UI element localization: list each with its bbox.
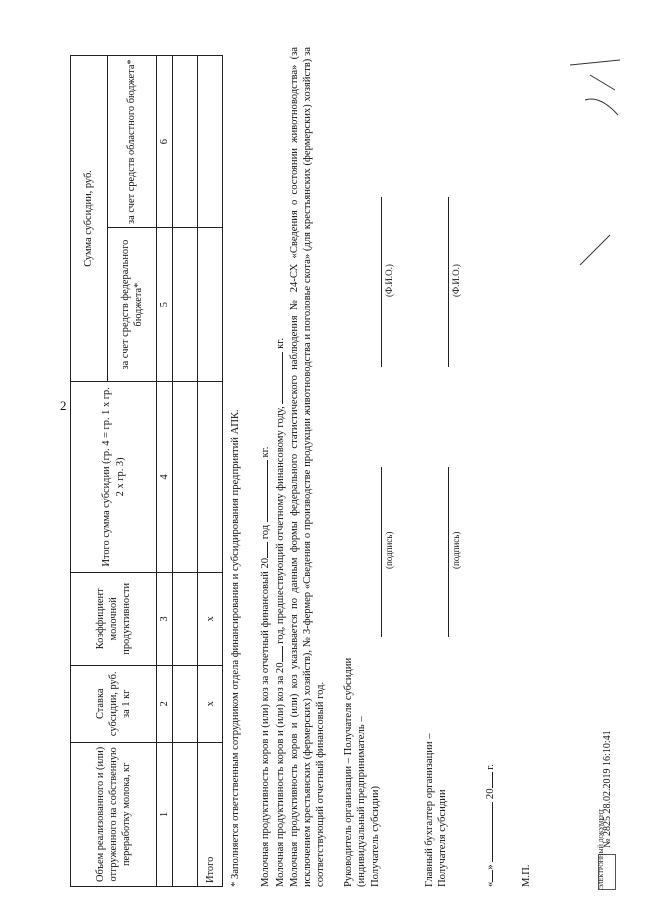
table-header-row (71, 56, 108, 887)
accountant-name-caption: (Ф.И.О.) (451, 264, 462, 297)
col-number-1: 1 (157, 742, 173, 886)
total-rate-x: х (198, 665, 223, 742)
header-subsidy-group: Сумма субсидии, руб. (71, 56, 108, 382)
table-number-row (157, 56, 173, 887)
header-volume: Объем реализованного и (или) отгруженного на собственную переработку молока, кг (71, 742, 157, 886)
total-label: Итого (198, 742, 223, 886)
col-number-6: 6 (157, 56, 173, 228)
table-total-row (198, 56, 223, 887)
header-coefficient: Коэффициент молочной продуктивности (71, 572, 157, 665)
document-logo-icon: ЭЛЕКТРОННЫЙ ДОКУМЕНТ (598, 854, 616, 890)
header-regional: за счет средств областного бюджета* (108, 56, 157, 228)
subsidy-table (70, 55, 223, 887)
col-number-4: 4 (157, 381, 173, 572)
stamp-place-label: М.П. (520, 864, 532, 887)
electronic-document-stamp (598, 680, 616, 890)
table-empty-row (173, 56, 198, 887)
footnote: * Заполняется ответственным сотрудником отдела финансирования и субсидирования предприятий АПК. (230, 409, 242, 887)
header-federal: за счет средств федерального бюджета* (108, 228, 157, 382)
header-total: Итого сумма субсидии (гр. 4 = гр. 1 х гр. 2 х гр. 3) (71, 381, 157, 572)
head-signature-caption: (подпись) (383, 531, 394, 569)
date-line: «» 20 г. (482, 47, 497, 887)
head-signature-block: Руководитель организации – Получателя субсидии (индивидуальный предприниматель – Получатель субсидии) (подпись) (Ф.И.О.) (342, 47, 409, 887)
col-number-2: 2 (157, 665, 173, 742)
head-name-line (381, 197, 382, 367)
accountant-signature-line (448, 467, 449, 637)
pen-stroke-icon (575, 230, 615, 270)
accountant-signature-block: Главный бухгалтер организации – Получателя субсидии (подпись) (Ф.И.О.) (423, 47, 476, 887)
head-signature-line (381, 467, 382, 637)
productivity-block (257, 47, 328, 887)
col-number-3: 3 (157, 572, 173, 665)
rotated-document-body (70, 47, 670, 887)
accountant-signature-caption: (подпись) (451, 531, 462, 569)
total-coefficient-x: х (198, 572, 223, 665)
productivity-note: Молочная продуктивность коров и (или) коз указывается по данным формы федерального статистического наблюдения № 24-СХ «Сведения о состоянии животноводства» (за исключением крестьянских (фермерских) хозяйств), № 3-фермер «Сведения о производстве продукции животноводства и поголовье скота» (для крестьянских (фермерских) хозяйств) за соответствующий отчетный финансовый год. (288, 47, 327, 887)
productivity-line-1: Молочная продуктивность коров и (или) коз за отчетный финансовый 20 год кг. (257, 47, 272, 887)
stamp-text: № 2825 28.02.2019 16:10:41 (601, 730, 613, 848)
header-rate: Ставка субсидии, руб. за 1 кг (71, 665, 157, 742)
pen-mark-icon (560, 55, 630, 125)
accountant-name-line (448, 197, 449, 367)
productivity-line-2: Молочная продуктивность коров и (или) коз за 20 год, предшествующий отчетному финансовому году, кг. (272, 47, 287, 887)
head-name-caption: (Ф.И.О.) (383, 264, 394, 297)
col-number-5: 5 (157, 228, 173, 382)
page-number: 2 (60, 398, 67, 413)
